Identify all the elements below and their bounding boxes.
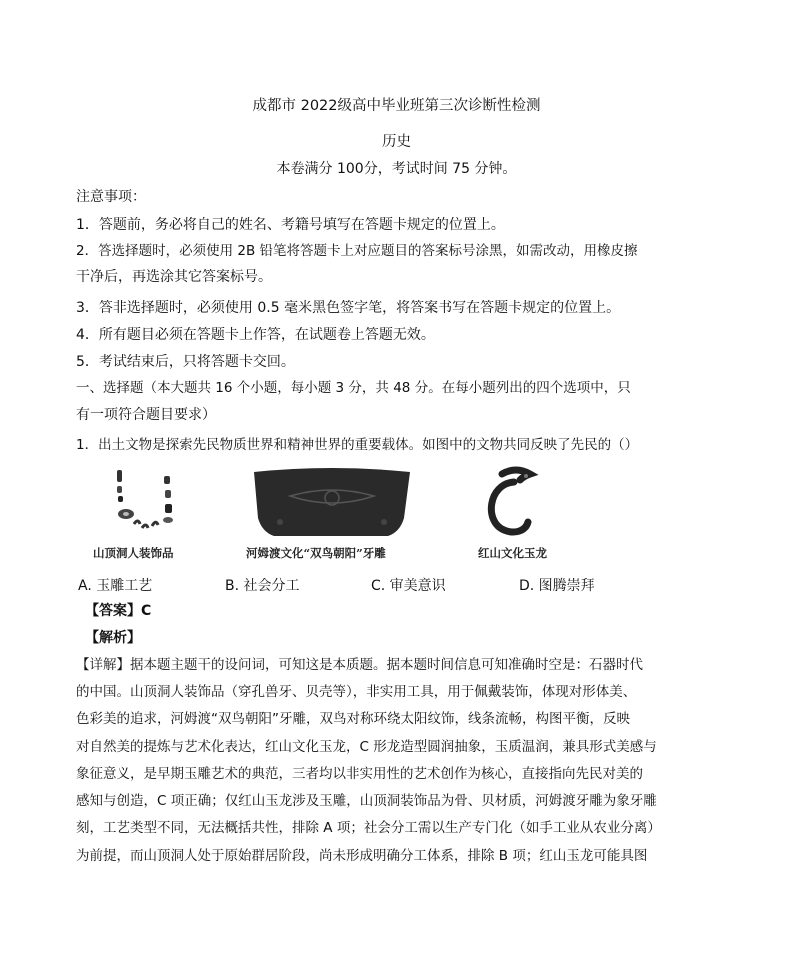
note-item: 干净后，再选涂其它答案标号。 — [76, 269, 272, 285]
option-b: B. 社会分工 — [225, 578, 300, 594]
note-item: 4．所有题目必须在答题卡上作答，在试题卷上答题无效。 — [76, 327, 435, 343]
note-item: 1．答题前，务必将自己的姓名、考籍号填写在答题卡规定的位置上。 — [76, 217, 505, 233]
upper-cave-ornaments-image — [108, 466, 188, 538]
note-item: 3．答非选择题时，必须使用 0.5 毫米黑色签字笔，将答案书写在答题卡规定的位置上。 — [76, 300, 621, 316]
option-a: A. 玉雕工艺 — [78, 578, 153, 594]
subject-title: 历史 — [382, 134, 411, 150]
detail-line: 对自然美的提炼与艺术化表达，红山文化玉龙，C 形龙造型圆润抽象，玉质温润，兼具形式美感与 — [76, 739, 657, 755]
hemudu-ivory-carving-image — [250, 466, 415, 541]
figure-caption: 山顶洞人装饰品 — [93, 546, 174, 560]
option-d: D. 图腾崇拜 — [519, 578, 595, 594]
detail-line: 象征意义，是早期玉雕艺术的典范，三者均以非实用性的艺术创作为核心，直接指向先民对美的 — [76, 766, 643, 782]
answer-label: 【答案】C — [85, 603, 152, 619]
note-item: 2．答选择题时，必须使用 2B 铅笔将答题卡上对应题目的答案标号涂黑，如需改动，用橡皮擦 — [76, 243, 638, 259]
detail-line: 为前提，而山顶洞人处于原始群居阶段，尚未形成明确分工体系，排除 B 项；红山玉龙可能具图 — [76, 848, 648, 864]
section-heading-line1: 一、选择题（本大题共 16 个小题，每小题 3 分，共 48 分。在每小题列出的四个选项中，只 — [76, 380, 631, 396]
note-item: 5．考试结束后，只将答题卡交回。 — [76, 354, 295, 370]
option-c: C. 审美意识 — [371, 578, 446, 594]
section-heading-line2: 有一项符合题目要求） — [76, 407, 216, 423]
hongshan-jade-dragon-image — [480, 464, 540, 540]
notes-heading: 注意事项： — [76, 189, 146, 205]
exam-title: 成都市 2022级高中毕业班第三次诊断性检测 — [252, 98, 541, 114]
detail-line: 刻，工艺类型不同，无法概括共性，排除 A 项；社会分工需以生产专门化（如手工业从农业分离） — [76, 820, 661, 836]
detail-line: 的中国。山顶洞人装饰品（穿孔兽牙、贝壳等），非实用工具，用于佩戴装饰，体现对形体美、 — [76, 684, 637, 700]
question-stem: 1．出土文物是探索先民物质世界和精神世界的重要载体。如图中的文物共同反映了先民的（） — [76, 437, 639, 453]
detail-line: 色彩美的追求，河姆渡“双鸟朝阳”牙雕，双鸟对称环绕太阳纹饰，线条流畅，构图平衡，反映 — [76, 711, 630, 727]
exam-info: 本卷满分 100分，考试时间 75 分钟。 — [276, 161, 517, 177]
detail-line: 感知与创造，C 项正确；仅红山玉龙涉及玉雕，山顶洞装饰品为骨、贝材质，河姆渡牙雕为象牙雕 — [76, 793, 657, 809]
analysis-label: 【解析】 — [85, 630, 141, 646]
figure-caption: 河姆渡文化“双鸟朝阳”牙雕 — [246, 546, 386, 560]
figure-caption: 红山文化玉龙 — [478, 546, 547, 560]
detail-line: 【详解】据本题主题干的设问词，可知这是本质题。据本题时间信息可知准确时空是：石器时代 — [76, 657, 643, 673]
